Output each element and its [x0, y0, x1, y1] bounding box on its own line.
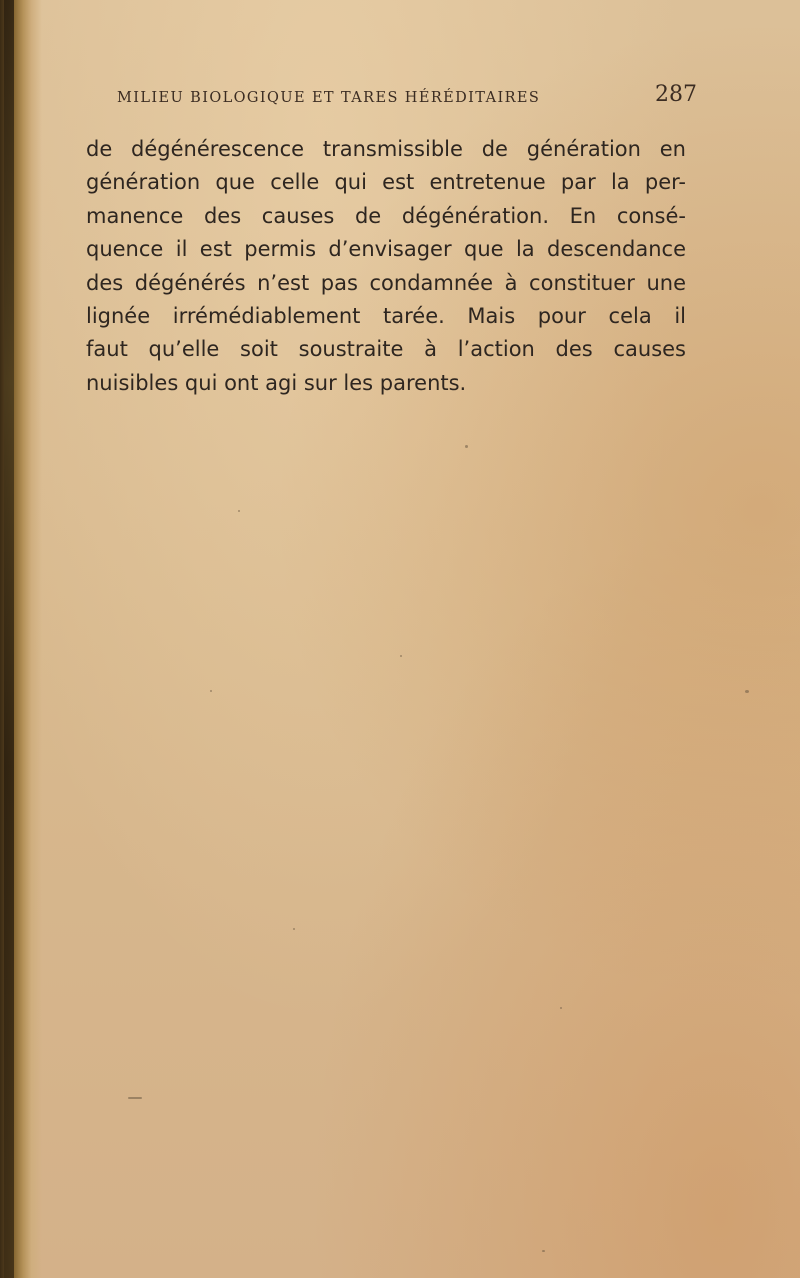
binding-shadow — [4, 0, 14, 1278]
running-header — [117, 82, 697, 116]
paper-speck — [210, 690, 212, 692]
text-line: nuisibles qui ont agi sur les parents. — [86, 370, 467, 395]
body-paragraph — [86, 133, 686, 400]
paper-speck — [745, 690, 749, 693]
text-line: quence il est permis d’envisager que la descendance — [86, 237, 686, 262]
paper-speck — [542, 1250, 545, 1252]
text-line: faut qu’elle soit soustraite à l’action des causes — [86, 337, 686, 362]
paper-speck — [293, 928, 295, 930]
text-line: génération que celle qui est entretenue par la per- — [86, 170, 686, 195]
text-line: manence des causes de dégénération. En consé- — [86, 203, 686, 228]
paper-speck — [400, 655, 402, 657]
page-number: 287 — [655, 82, 697, 107]
paper-speck — [465, 445, 468, 448]
running-title: MILIEU BIOLOGIQUE ET TARES HÉRÉDITAIRES — [117, 90, 541, 106]
paper-speck — [128, 1097, 142, 1099]
text-line: des dégénérés n’est pas condamnée à constituer une — [86, 270, 686, 295]
text-line: de dégénérescence transmissible de génération en — [86, 137, 686, 161]
paper-speck — [560, 1007, 562, 1009]
paper-speck — [238, 510, 240, 512]
text-line: lignée irrémédiablement tarée. Mais pour cela il — [86, 304, 686, 329]
